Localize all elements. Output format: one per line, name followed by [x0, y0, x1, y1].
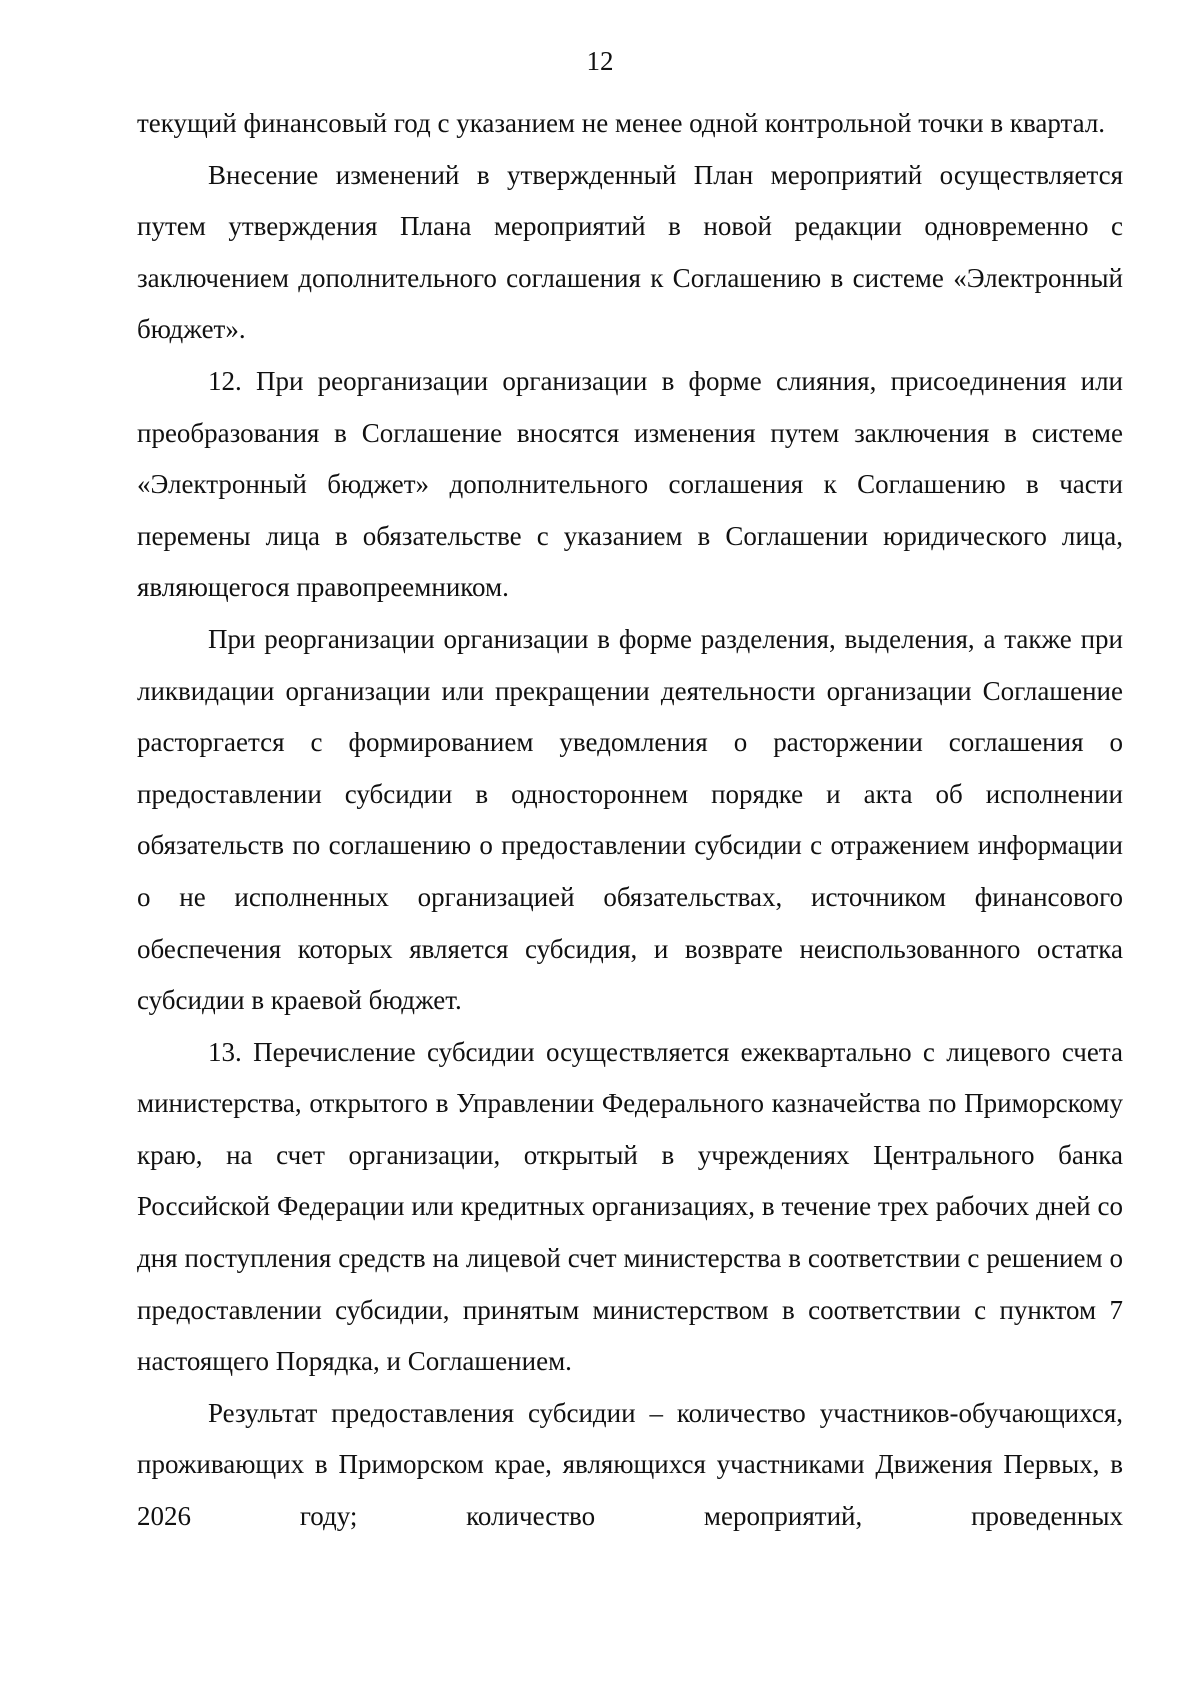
paragraph-13-subsidy-transfer: 13. Перечисление субсидии осуществляется ежеквартально с лицевого счета министерства, открытого в Управлении Федерального казначейства по Приморскому краю, на счет организации, открытый в учреждениях Центрального банка Российской Федерации или кредитных организациях, в течение трех рабочих дней со дня поступления средств на лицевой счет министерства в соответствии с решением о предоставлении субсидии, принятым министерством в соответствии с пунктом 7 настоящего Порядка, и Соглашением.	[137, 1036, 1123, 1377]
paragraph-reorganization-termination: При реорганизации организации в форме разделения, выделения, а также при ликвидации организации или прекращении деятельности организации Соглашение расторгается с формированием уведомления о расторжении соглашения о предоставлении субсидии в одностороннем порядке и акта об исполнении обязательств по соглашению о предоставлении субсидии с отражением информации о не исполненных организацией обязательствах, источником финансового обеспечения которых является субсидия, и возврате неиспользованного остатка субсидии в краевой бюджет.	[137, 623, 1123, 1016]
page-number: 12	[586, 46, 614, 76]
paragraph-subsidy-result: Результат предоставления субсидии – количество участников-обучающихся, проживающих в Приморском крае, являющихся участниками Движения Первых, в 2026 году; количество мероприятий, проведенных	[137, 1397, 1123, 1532]
paragraph-continuation: текущий финансовый год с указанием не менее одной контрольной точки в квартал.	[137, 108, 1106, 138]
document-text	[137, 98, 1123, 1543]
paragraph-plan-changes: Внесение изменений в утвержденный План мероприятий осуществляется путем утверждения Плана мероприятий в новой редакции одновременно с заключением дополнительного соглашения к Соглашению в системе «Электронный бюджет».	[137, 159, 1123, 345]
paragraph-12-reorganization: 12. При реорганизации организации в форме слияния, присоединения или преобразования в Соглашение вносятся изменения путем заключения в системе «Электронный бюджет» дополнительного соглашения к Соглашению в части перемены лица в обязательстве с указанием в Соглашении юридического лица, являющегося правопреемником.	[137, 365, 1123, 603]
